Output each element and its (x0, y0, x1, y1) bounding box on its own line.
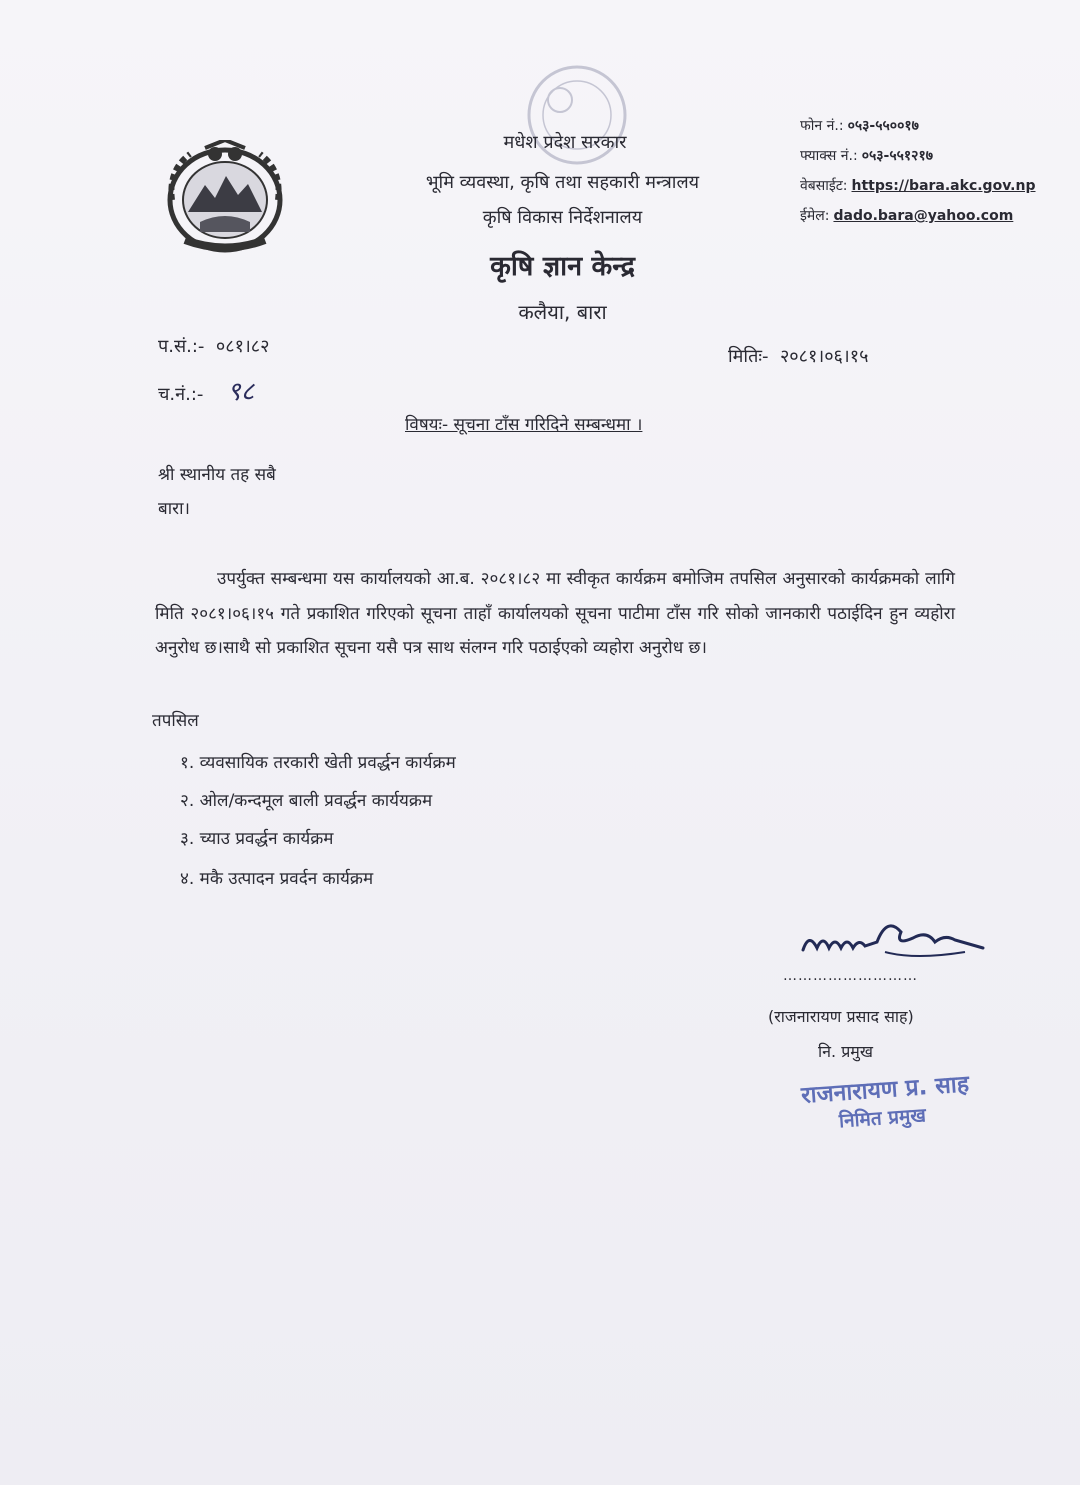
dispatch-value-handwritten: ९८ (227, 377, 255, 407)
list-item: ३. च्याउ प्रवर्द्धन कार्यक्रम (180, 829, 334, 849)
addressee-line-2: बारा। (158, 499, 190, 519)
fax-label: फ्याक्स नं.: (800, 148, 858, 164)
email-label: ईमेल: (800, 208, 830, 224)
list-item: २. ओल/कन्दमूल बाली प्रवर्द्धन कार्ययक्रम (180, 791, 433, 811)
list-item: ४. मकै उत्पादन प्रवर्दन कार्यक्रम (180, 869, 374, 889)
directorate-name: कृषि विकास निर्देशनालय (482, 207, 643, 228)
list-heading: तपसिल (152, 711, 199, 731)
contact-website (800, 176, 1036, 195)
date-label: मितिः- (728, 346, 769, 367)
list-item: १. व्यवसायिक तरकारी खेती प्रवर्द्धन कार्यक्रम (180, 753, 456, 773)
stamp-name: राजनारायण प्र. साह (800, 1071, 970, 1109)
subject-line: विषयः- सूचना टाँस गरिदिने सम्बन्धमा । (405, 415, 643, 435)
name-rubber-stamp (800, 1064, 1004, 1136)
contact-email (800, 206, 1013, 225)
signatory-title: नि. प्रमुख (818, 1042, 873, 1061)
addressee-line-1: श्री स्थानीय तह सबै (158, 465, 276, 485)
contact-phone (800, 116, 919, 135)
dispatch-number (158, 372, 254, 408)
ref-label: प.सं.:- (158, 336, 205, 357)
ministry-name: भूमि व्यवस्था, कृषि तथा सहकारी मन्त्रालय (425, 172, 700, 193)
office-location: कलैया, बारा (518, 300, 607, 324)
phone-label: फोन नं.: (800, 118, 844, 134)
reference-number (158, 334, 269, 358)
handwritten-signature-icon (795, 912, 990, 972)
dispatch-label: च.नं.:- (158, 384, 204, 405)
office-title: कृषि ज्ञान केन्द्र (490, 251, 635, 282)
website-label: वेबसाईट: (800, 178, 848, 194)
government-emblem-icon (160, 140, 290, 255)
government-name: मधेश प्रदेश सरकार (503, 132, 627, 153)
email-link[interactable]: dado.bara@yahoo.com (833, 208, 1014, 224)
signatory-name: (राजनारायण प्रसाद साह) (768, 1007, 914, 1026)
letter-date (728, 344, 868, 368)
contact-fax (800, 146, 933, 165)
signature-dotted-line: ……………………… (783, 968, 918, 984)
stamp-title: निमित प्रमुख (838, 1104, 927, 1133)
phone-number: ०५३-५५००१७ (847, 118, 919, 134)
fax-number: ०५३-५५१२१७ (861, 148, 934, 164)
letter-body: उपर्युक्त सम्बन्धमा यस कार्यालयको आ.ब. २०८१।८२ मा स्वीकृत कार्यक्रम बमोजिम तपसिल अनुसारको कार्यक्रमको लागि मिति २०८१।०६।१५ गते प्रकाशित गरिएको सूचना ताहाँ कार्यालयको सूचना पाटीमा टाँस गरि सोको जानकारी पठाईदिन हुन व्यहोरा अनुरोध छ।साथै सो प्रकाशित सूचना यसै पत्र साथ संलग्न गरि पठाईएको व्यहोरा अनुरोध छ। (155, 569, 955, 658)
ref-value: ०८१।८२ (215, 336, 270, 357)
date-value: २०८१।०६।१५ (779, 346, 869, 367)
website-link[interactable]: https://bara.akc.gov.np (851, 178, 1036, 194)
